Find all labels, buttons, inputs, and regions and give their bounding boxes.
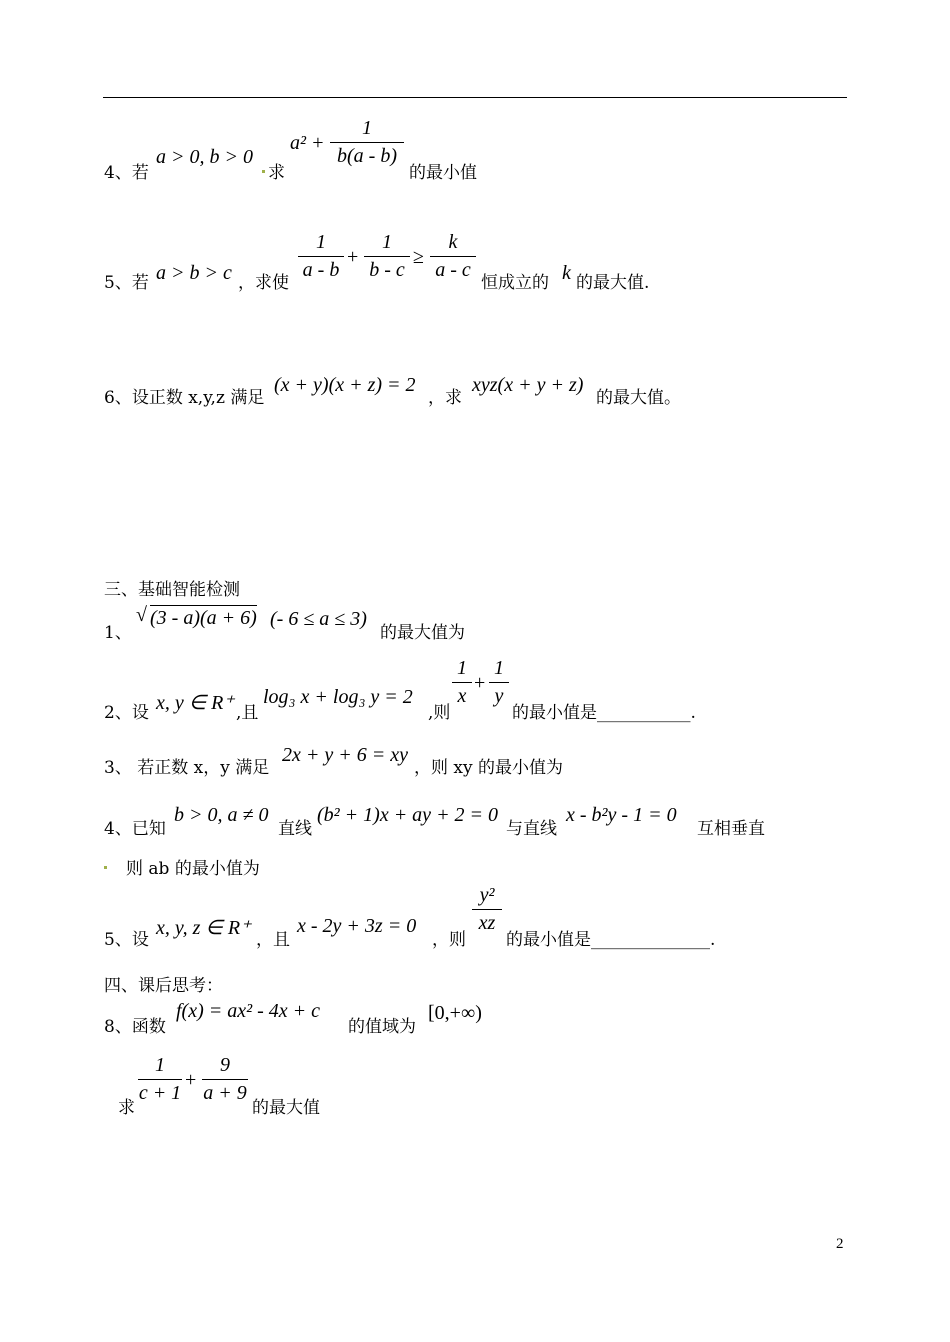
q8-t1: 的值域为 bbox=[348, 1017, 416, 1037]
b1-expression: (3 - a)(a + 6) bbox=[150, 607, 257, 629]
b1-number: 1、 bbox=[104, 623, 132, 643]
q8-plus: + bbox=[185, 1069, 197, 1091]
q4-fraction-denominator: b(a - b) bbox=[337, 145, 397, 167]
b2-plus: + bbox=[474, 672, 486, 694]
q5-f2-num: 1 bbox=[364, 231, 410, 257]
q4-fraction-numerator: 1 bbox=[330, 117, 404, 143]
b1-sqrt-icon: √ bbox=[136, 604, 147, 626]
q8-qiu: 求 bbox=[118, 1098, 135, 1118]
q4-condition: a > 0, b > 0 bbox=[156, 146, 253, 168]
q8-tail: 的最大值 bbox=[252, 1098, 320, 1118]
b4-condition: b > 0, a ≠ 0 bbox=[174, 804, 269, 826]
q6-tail: 的最大值。 bbox=[596, 388, 681, 408]
b2-number: 2、设 bbox=[104, 703, 149, 723]
b2-fraction-2 bbox=[489, 657, 509, 708]
b5-qie: ，且 bbox=[256, 930, 290, 950]
b5-f-num: y² bbox=[472, 884, 502, 910]
q4-a-squared: a² + bbox=[290, 132, 325, 154]
b1-range: (- 6 ≤ a ≤ 3) bbox=[270, 608, 367, 630]
q8-f1-den: c + 1 bbox=[138, 1082, 182, 1104]
b2-qie: ,且 bbox=[236, 703, 259, 723]
q5-condition: a > b > c bbox=[156, 262, 232, 284]
b4-t3: 互相垂直 bbox=[697, 819, 765, 839]
page-number: 2 bbox=[836, 1236, 844, 1252]
q6-mid: ，求 bbox=[428, 388, 462, 408]
section-3-title: 三、基础智能检测 bbox=[104, 580, 240, 600]
b2-f1-den: x bbox=[457, 685, 467, 707]
q5-f3-den: a - c bbox=[435, 259, 471, 281]
q8-f1-num: 1 bbox=[138, 1054, 182, 1080]
b2-tail: 的最小值是___________. bbox=[512, 703, 696, 723]
b5-ze: ，则 bbox=[432, 930, 466, 950]
b2-fraction-1 bbox=[452, 657, 472, 708]
q4-tail: 的最小值 bbox=[409, 163, 477, 183]
b2-f1-num: 1 bbox=[452, 657, 472, 683]
q5-fraction-3 bbox=[430, 231, 476, 282]
b4-line2: 则 ab 的最小值为 bbox=[126, 859, 260, 879]
b4-line-2: x - b²y - 1 = 0 bbox=[566, 804, 677, 826]
b5-number: 5、设 bbox=[104, 930, 149, 950]
b2-ze: ,则 bbox=[428, 703, 451, 723]
q5-fraction-2 bbox=[364, 231, 410, 282]
header-rule bbox=[103, 97, 847, 98]
b3-condition: 2x + y + 6 = xy bbox=[282, 744, 408, 766]
b4-dot bbox=[104, 854, 107, 874]
q5-tail1: 恒成立的 bbox=[481, 273, 549, 293]
b4-line-1: (b² + 1)x + ay + 2 = 0 bbox=[317, 804, 499, 826]
b4-number: 4、已知 bbox=[104, 819, 166, 839]
q8-f2-den: a + 9 bbox=[203, 1082, 247, 1104]
b2-log: log₃ x + log₃ y = 2 bbox=[263, 686, 413, 708]
b5-condition: x, y, z ∈ R⁺ bbox=[156, 917, 251, 939]
b1-tail: 的最大值为 bbox=[380, 623, 465, 643]
q5-f2-den: b - c bbox=[369, 259, 405, 281]
q4-fraction bbox=[330, 117, 404, 168]
b5-tail: 的最小值是______________. bbox=[506, 930, 716, 950]
b3-text: 3、 若正数 x，y 满足 bbox=[104, 758, 270, 778]
q4-dot bbox=[262, 158, 265, 178]
q8-range: [0,+∞) bbox=[428, 1002, 482, 1024]
q5-f3-num: k bbox=[430, 231, 476, 257]
q8-f2-num: 9 bbox=[202, 1054, 248, 1080]
q8-number: 8、函数 bbox=[104, 1017, 166, 1037]
q5-tail2: 的最大值. bbox=[576, 273, 650, 293]
b5-fraction bbox=[472, 884, 502, 935]
q5-f1-den: a - b bbox=[302, 259, 340, 281]
q8-fraction-2 bbox=[202, 1054, 248, 1105]
b4-t1: 直线 bbox=[278, 819, 312, 839]
q6-text: 6、设正数 x,y,z 满足 bbox=[104, 388, 265, 408]
q5-ge: ≥ bbox=[413, 246, 424, 268]
q4-number: 4、若 bbox=[104, 163, 149, 183]
q5-plus: + bbox=[347, 246, 359, 268]
q5-comma: ，求使 bbox=[238, 273, 289, 293]
b2-f2-num: 1 bbox=[489, 657, 509, 683]
b2-condition: x, y ∈ R⁺ bbox=[156, 692, 234, 714]
b4-t2: 与直线 bbox=[506, 819, 557, 839]
q4-qiu: 求 bbox=[268, 163, 285, 183]
q8-fraction-1 bbox=[138, 1054, 182, 1105]
b5-f-den: xz bbox=[478, 912, 496, 934]
section-4-title: 四、课后思考： bbox=[104, 976, 223, 996]
q5-number: 5、若 bbox=[104, 273, 149, 293]
q5-fraction-1 bbox=[298, 231, 344, 282]
b2-f2-den: y bbox=[494, 685, 504, 707]
q5-k: k bbox=[562, 262, 571, 284]
q5-f1-num: 1 bbox=[298, 231, 344, 257]
b3-tail: ，则 xy 的最小值为 bbox=[414, 758, 563, 778]
q8-function: f(x) = ax² - 4x + c bbox=[176, 1000, 321, 1022]
b5-equation: x - 2y + 3z = 0 bbox=[297, 915, 417, 937]
q6-expression: xyz(x + y + z) bbox=[472, 374, 584, 396]
q6-condition: (x + y)(x + z) = 2 bbox=[274, 374, 416, 396]
